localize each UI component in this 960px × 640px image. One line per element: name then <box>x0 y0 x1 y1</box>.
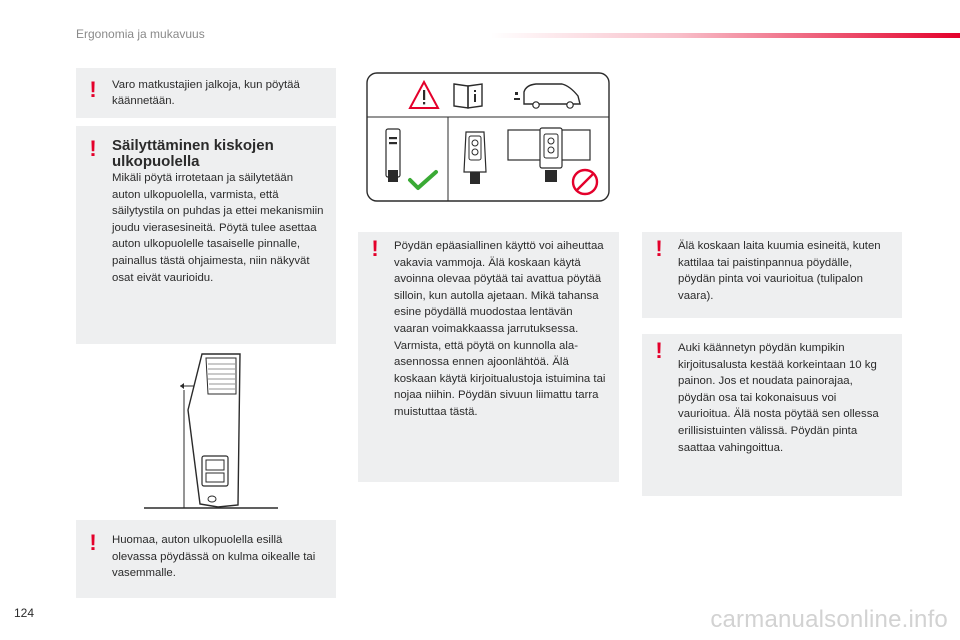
warning-box-hot-objects <box>642 232 902 318</box>
warning-box-load-limit <box>642 334 902 496</box>
warning-mark-icon: ! <box>371 236 379 261</box>
section-header-title: Ergonomia ja mukavuus <box>76 27 205 41</box>
warning-mark-icon: ! <box>655 236 663 261</box>
warning-label-illustration <box>366 72 610 202</box>
warning-text-misuse: Pöydän epäasiallinen käyttö voi aiheuttaa vakavia vammoja. Älä koskaan käytä avoinna olevaa pöytää tai avattua pöytää silloin, kun autolla ajetaan. Mikä tahansa esine pöydällä muodostaa lentävän vaaran voimakkaassa jarrutuksessa. Varmista, että pöytä on kunnolla ala-asennossa ennen ajoonlähtöä. Älä koskaan käytä kirjoitualustoja istuimina tai nojaa niihin. Pöydän sivuun liimattu tarra muistuttaa tästä. <box>394 240 606 418</box>
warning-mark-icon: ! <box>89 136 97 161</box>
storage-section-title: Säilyttäminen kiskojen ulkopuolella <box>112 137 274 170</box>
warning-box-misuse <box>358 232 619 482</box>
watermark-text: carmanualsonline.info <box>710 606 948 633</box>
warning-box-storage <box>76 126 336 344</box>
warning-mark-icon: ! <box>89 530 97 555</box>
table-angle-illustration <box>140 350 280 512</box>
warning-mark-icon: ! <box>89 77 97 102</box>
warning-text-hot-objects: Älä koskaan laita kuumia esineitä, kuten kattilaa tai paistinpannua pöydälle, pöydän pinta voi vaurioitua (tulipalon vaara). <box>678 240 881 302</box>
warning-text-load-limit: Auki käännetyn pöydän kumpikin kirjoitusalusta kestää korkeintaan 10 kg painon. Jos et noudata painorajaa, pöydän osa tai kokonaisuus voi vaurioitua. Älä nosta pöytää sen ollessa erillisistuinten välissä. Pöydän pinta saattaa vahingoittua. <box>678 342 879 454</box>
header-accent-rule <box>490 33 960 38</box>
warning-box-feet <box>76 68 336 118</box>
warning-mark-icon: ! <box>655 338 663 363</box>
warning-box-angle <box>76 520 336 598</box>
warning-text-feet: Varo matkustajien jalkoja, kun pöytää käännetään. <box>112 79 300 107</box>
storage-section-text: Mikäli pöytä irrotetaan ja säilytetään auton ulkopuolella, varmista, että säilytystila on puhdas ja ettei mekanismiin joudu vierasesineitä. Pöytä tulee asettaa auton ulkopuolelle tasaiselle pinnalle, painallus tästä ohjaimesta, niin näkyvät osat eivät vaurioidu. <box>112 172 324 284</box>
page-number: 124 <box>14 606 35 620</box>
warning-text-angle: Huomaa, auton ulkopuolella esillä olevassa pöydässä on kulma oikealle tai vasemmalle. <box>112 534 316 580</box>
